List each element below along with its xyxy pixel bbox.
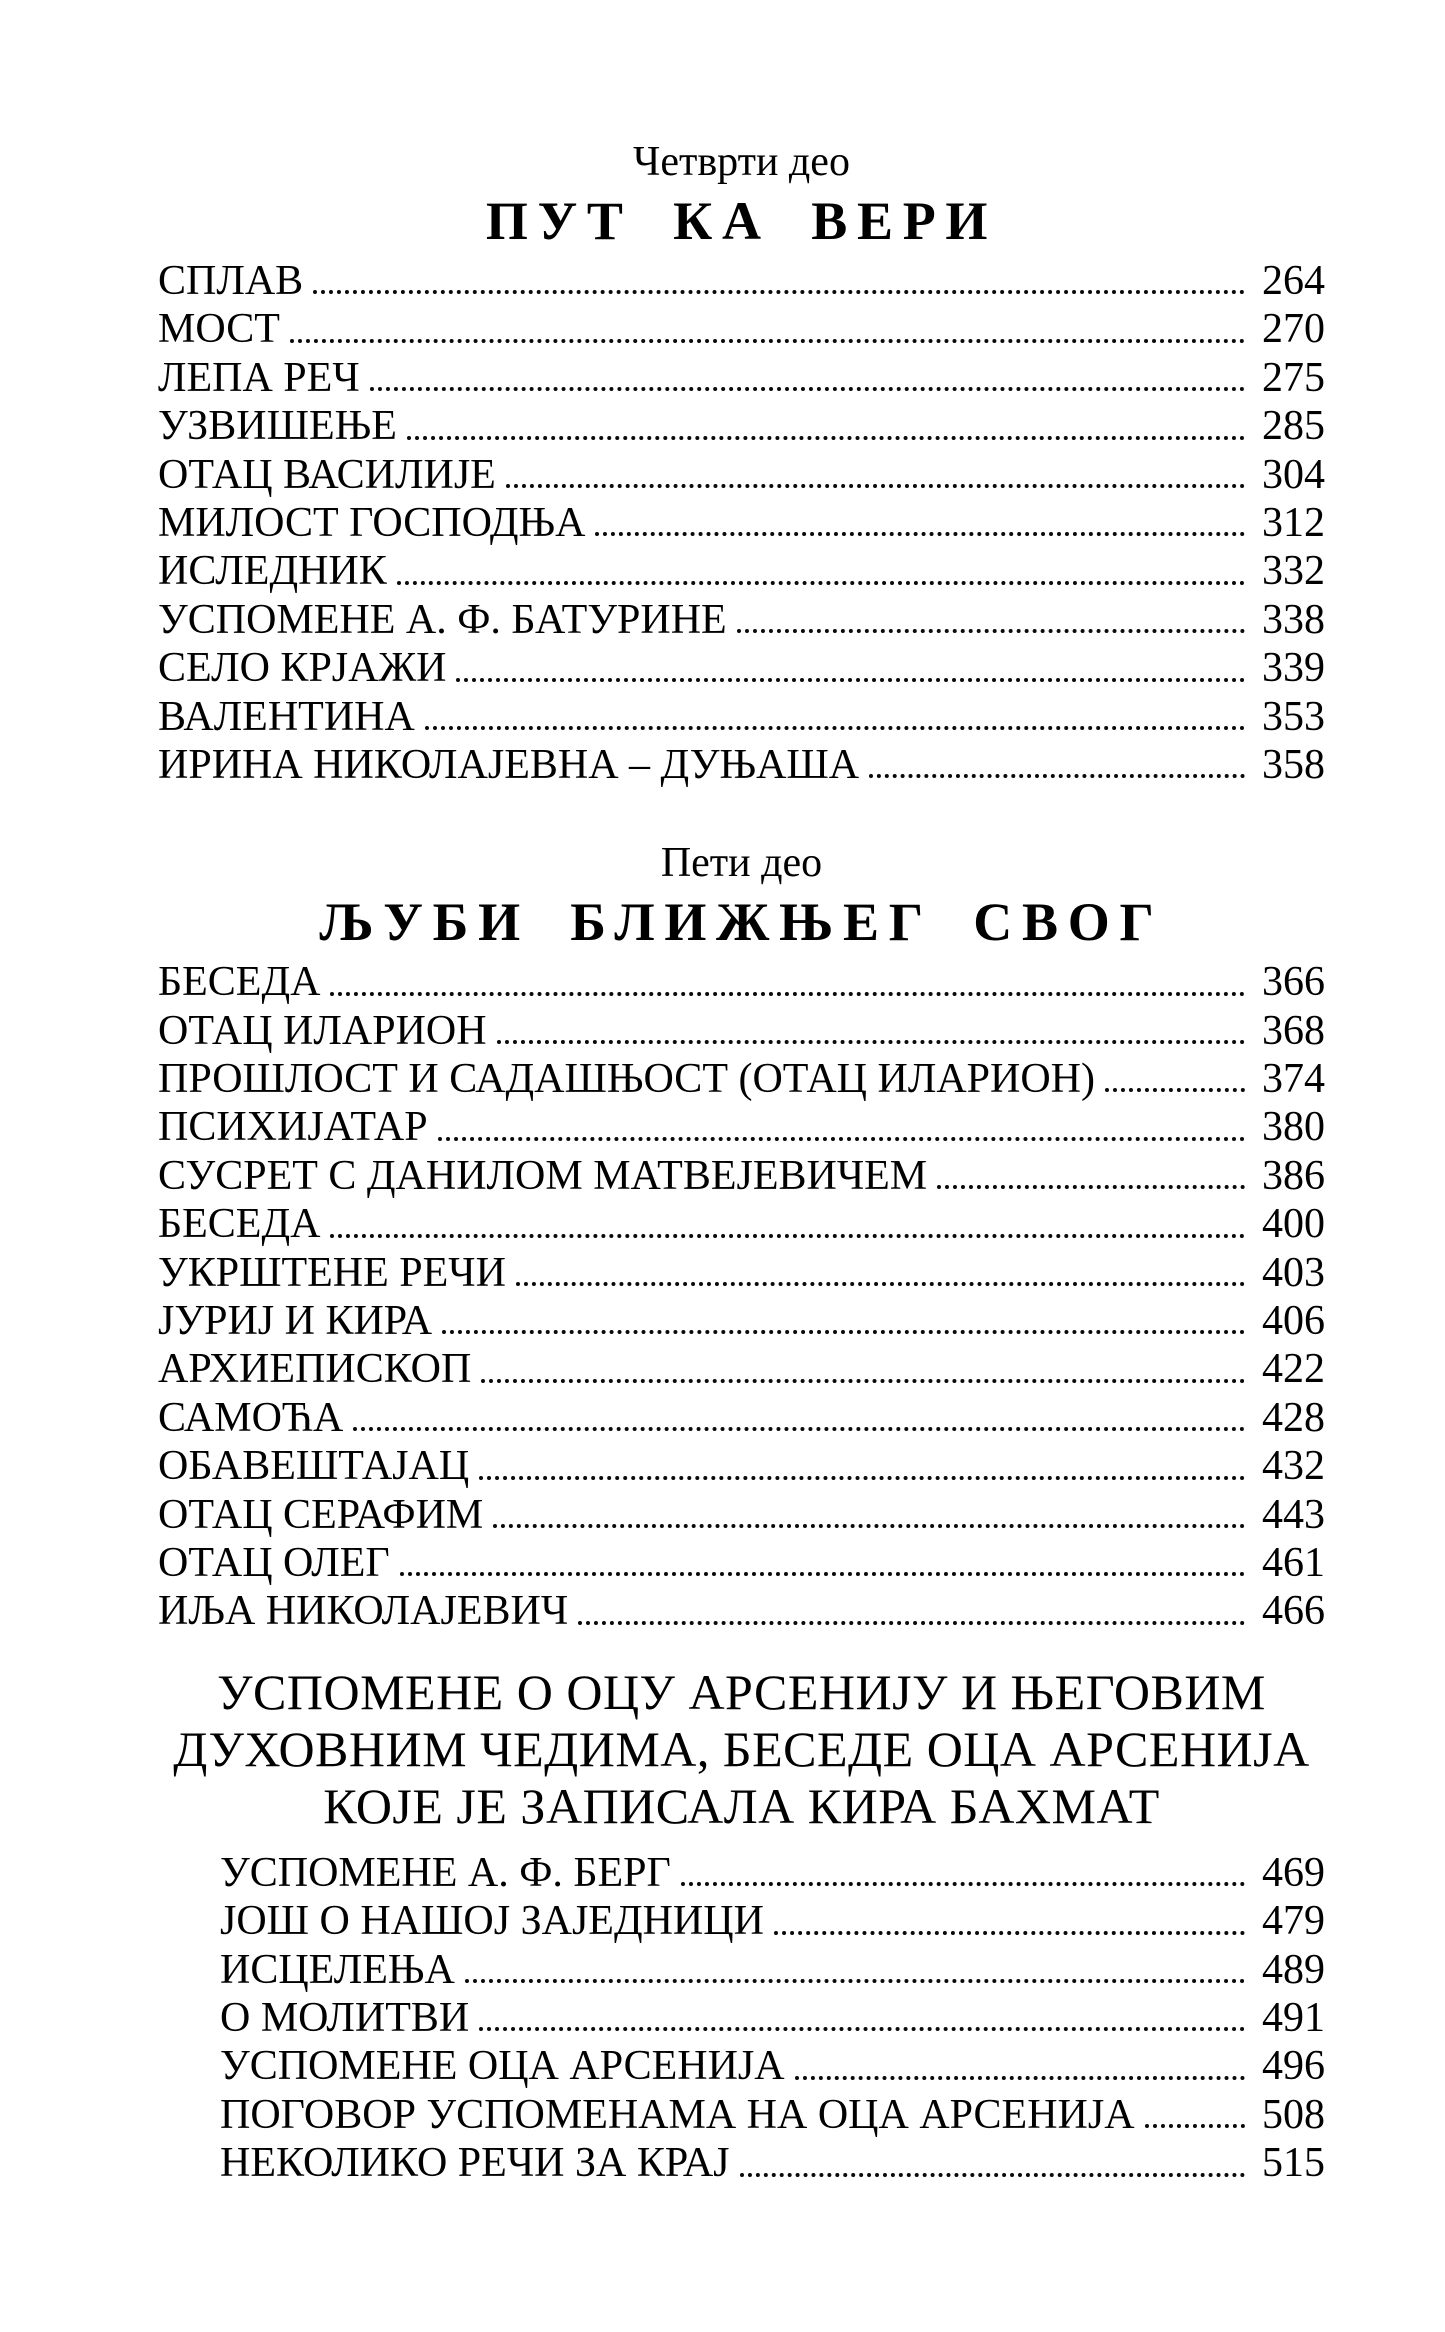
dot-leader: [497, 1040, 1245, 1044]
toc-entry-row: [158, 1345, 1325, 1393]
dot-leader: [442, 1330, 1245, 1334]
toc-entry-row: [220, 2042, 1325, 2090]
toc-entry-page-number: 264: [1262, 257, 1325, 304]
dot-leader: [1145, 2124, 1245, 2128]
toc-entry-title: СЕЛО КРЈАЖИ: [158, 645, 447, 692]
dot-leader: [516, 1282, 1245, 1286]
toc-entry-page-number: 479: [1262, 1898, 1325, 1945]
toc-entry-row: [220, 1897, 1325, 1945]
toc-entry-page-number: 339: [1262, 645, 1325, 692]
toc-entry-row: [158, 1539, 1325, 1587]
dot-leader: [330, 992, 1245, 996]
memories-heading: [158, 1664, 1325, 1835]
dot-leader: [578, 1621, 1245, 1625]
dot-leader: [774, 1931, 1245, 1935]
toc-entry-row: [158, 1103, 1325, 1151]
toc-entry-row: [158, 354, 1325, 402]
dot-leader: [290, 339, 1245, 343]
toc-entry-page-number: 461: [1262, 1539, 1325, 1586]
part-five-label: Пети део: [660, 840, 823, 887]
part-four-entries: [158, 257, 1325, 789]
toc-entry-title: САМОЋА: [158, 1394, 344, 1441]
toc-entry-row: [158, 547, 1325, 595]
toc-entry-page-number: 515: [1262, 2140, 1325, 2187]
dot-leader: [370, 387, 1245, 391]
dot-leader: [465, 1979, 1245, 1983]
dot-leader: [481, 1379, 1245, 1383]
dot-leader: [740, 2173, 1246, 2177]
toc-entry-title: СПЛАВ: [158, 257, 304, 304]
dot-leader: [795, 2076, 1245, 2080]
toc-entry-page-number: 380: [1262, 1104, 1325, 1151]
toc-entry-row: [158, 1200, 1325, 1248]
dot-leader: [400, 1572, 1245, 1576]
toc-entry-page-number: 358: [1262, 741, 1325, 788]
toc-entry-row: [158, 1055, 1325, 1103]
toc-entry-row: [158, 1249, 1325, 1297]
toc-entry-title: ПСИХИЈАТАР: [158, 1104, 428, 1151]
toc-entry-page-number: 443: [1262, 1491, 1325, 1538]
toc-entry-title: УСПОМЕНЕ А. Ф. БАТУРИНЕ: [158, 596, 727, 643]
toc-entry-title: ЈОШ О НАШОЈ ЗАЈЕДНИЦИ: [220, 1898, 764, 1945]
toc-entry-page-number: 368: [1262, 1007, 1325, 1054]
toc-entry-title: ЛЕПА РЕЧ: [158, 354, 360, 401]
toc-entry-row: [158, 1007, 1325, 1055]
toc-entry-page-number: 366: [1262, 959, 1325, 1006]
dot-leader: [407, 436, 1245, 440]
toc-entry-row: [220, 2139, 1325, 2187]
toc-entry-page-number: 332: [1262, 548, 1325, 595]
toc-entry-row: [220, 2091, 1325, 2139]
toc-entry-page-number: 403: [1262, 1249, 1325, 1296]
toc-entry-row: [158, 644, 1325, 692]
toc-entry-title: СУСРЕТ С ДАНИЛОМ МАТВЕЈЕВИЧЕМ: [158, 1152, 928, 1199]
dot-leader: [456, 678, 1245, 682]
toc-entry-title: ВАЛЕНТИНА: [158, 693, 415, 740]
toc-entry-title: ЈУРИЈ И КИРА: [158, 1298, 433, 1345]
memories-heading-line: УСПОМЕНЕ О ОЦУ АРСЕНИЈУ И ЊЕГОВИМ: [217, 1663, 1266, 1720]
dot-leader: [506, 484, 1245, 488]
toc-entry-page-number: 338: [1262, 596, 1325, 643]
toc-entry-row: [158, 596, 1325, 644]
part-four-label: Четврти део: [633, 139, 850, 185]
toc-entry-page-number: 432: [1262, 1443, 1325, 1490]
toc-entry-page-number: 400: [1262, 1201, 1325, 1248]
toc-entry-title: ПРОШЛОСТ И САДАШЊОСТ (ОТАЦ ИЛАРИОН): [158, 1056, 1096, 1103]
toc-entry-row: [158, 741, 1325, 789]
toc-entry-row: [158, 958, 1325, 1006]
part-four-title: ПУТ КА ВЕРИ: [485, 191, 998, 251]
toc-entry-row: [158, 402, 1325, 450]
toc-entry-page-number: 469: [1262, 1849, 1325, 1896]
dot-leader: [438, 1137, 1245, 1141]
toc-entry-title: О МОЛИТВИ: [220, 1994, 470, 2041]
toc-entry-title: БЕСЕДА: [158, 959, 321, 1006]
toc-entry-title: ОТАЦ СЕРАФИМ: [158, 1491, 484, 1538]
toc-entry-title: ИСЦЕЛЕЊА: [220, 1946, 455, 1993]
dot-leader: [479, 1476, 1245, 1480]
toc-entry-title: ОБАВЕШТАЈАЦ: [158, 1443, 470, 1490]
toc-entry-page-number: 491: [1262, 1994, 1325, 2041]
toc-entry-row: [158, 451, 1325, 499]
toc-entry-page-number: 304: [1262, 451, 1325, 498]
toc-entry-page-number: 406: [1262, 1298, 1325, 1345]
toc-entry-row: [158, 1394, 1325, 1442]
toc-entry-title: БЕСЕДА: [158, 1201, 321, 1248]
toc-entry-row: [158, 305, 1325, 353]
toc-entry-row: [158, 1491, 1325, 1539]
toc-entry-row: [220, 1994, 1325, 2042]
toc-entry-row: [220, 1849, 1325, 1897]
dot-leader: [330, 1234, 1245, 1238]
toc-entry-title: ИСЛЕДНИК: [158, 548, 387, 595]
toc-entry-page-number: 466: [1262, 1588, 1325, 1635]
toc-entry-title: ПОГОВОР УСПОМЕНАМА НА ОЦА АРСЕНИЈА: [220, 2091, 1135, 2138]
toc-entry-page-number: 489: [1262, 1946, 1325, 1993]
toc-entry-page-number: 374: [1262, 1056, 1325, 1103]
toc-entry-page-number: 353: [1262, 693, 1325, 740]
toc-entry-page-number: 312: [1262, 499, 1325, 546]
toc-entry-row: [220, 1946, 1325, 1994]
memories-heading-line: ДУХОВНИМ ЧЕДИМА, БЕСЕДЕ ОЦА АРСЕНИЈА: [173, 1720, 1310, 1777]
toc-entry-page-number: 285: [1262, 403, 1325, 450]
dot-leader: [493, 1524, 1245, 1528]
dot-leader: [595, 532, 1245, 536]
part-five-title: ЉУБИ БЛИЖЊЕГ СВОГ: [319, 892, 1164, 953]
toc-entry-row: [158, 499, 1325, 547]
toc-entry-row: [158, 257, 1325, 305]
toc-entry-title: УСПОМЕНЕ ОЦА АРСЕНИЈА: [220, 2043, 785, 2090]
dot-leader: [313, 290, 1245, 294]
toc-entry-title: АРХИЕПИСКОП: [158, 1346, 472, 1393]
dot-leader: [397, 581, 1245, 585]
dot-leader: [737, 629, 1245, 633]
toc-entry-row: [158, 1152, 1325, 1200]
dot-leader: [937, 1185, 1245, 1189]
toc-entry-title: ИРИНА НИКОЛАЈЕВНА – ДУЊАША: [158, 741, 860, 788]
toc-entry-title: ОТАЦ ИЛАРИОН: [158, 1007, 487, 1054]
dot-leader: [353, 1427, 1245, 1431]
toc-section-memories: [158, 1664, 1325, 2188]
toc-entry-title: НЕКОЛИКО РЕЧИ ЗА КРАЈ: [220, 2140, 730, 2187]
part-five-entries: [158, 958, 1325, 1635]
toc-entry-row: [158, 1442, 1325, 1490]
toc-entry-page-number: 270: [1262, 306, 1325, 353]
toc-entry-page-number: 508: [1262, 2091, 1325, 2138]
toc-section-part-five: [158, 839, 1325, 1635]
toc-entry-row: [158, 1297, 1325, 1345]
toc-entry-page-number: 422: [1262, 1346, 1325, 1393]
toc-entry-page-number: 496: [1262, 2043, 1325, 2090]
toc-entry-page-number: 428: [1262, 1394, 1325, 1441]
toc-entry-title: ИЉА НИКОЛАЈЕВИЧ: [158, 1588, 569, 1635]
toc-entry-title: МИЛОСТ ГОСПОДЊА: [158, 499, 586, 546]
memories-entries: [158, 1849, 1325, 2188]
toc-entry-title: УКРШТЕНЕ РЕЧИ: [158, 1249, 506, 1296]
toc-section-part-four: [158, 138, 1325, 789]
dot-leader: [681, 1882, 1245, 1886]
dot-leader: [425, 726, 1245, 730]
memories-heading-line: КОЈЕ ЈЕ ЗАПИСАЛА КИРА БАХМАТ: [323, 1777, 1160, 1834]
toc-entry-row: [158, 1587, 1325, 1635]
toc-entry-page-number: 275: [1262, 354, 1325, 401]
toc-entry-title: УЗВИШЕЊЕ: [158, 403, 397, 450]
toc-entry-title: УСПОМЕНЕ А. Ф. БЕРГ: [220, 1849, 671, 1896]
toc-entry-title: ОТАЦ ВАСИЛИЈЕ: [158, 451, 496, 498]
toc-entry-page-number: 386: [1262, 1152, 1325, 1199]
dot-leader: [869, 774, 1245, 778]
toc-entry-title: ОТАЦ ОЛЕГ: [158, 1539, 390, 1586]
toc-entry-title: МОСТ: [158, 306, 280, 353]
toc-entry-row: [158, 693, 1325, 741]
dot-leader: [1105, 1088, 1245, 1092]
dot-leader: [479, 2027, 1245, 2031]
